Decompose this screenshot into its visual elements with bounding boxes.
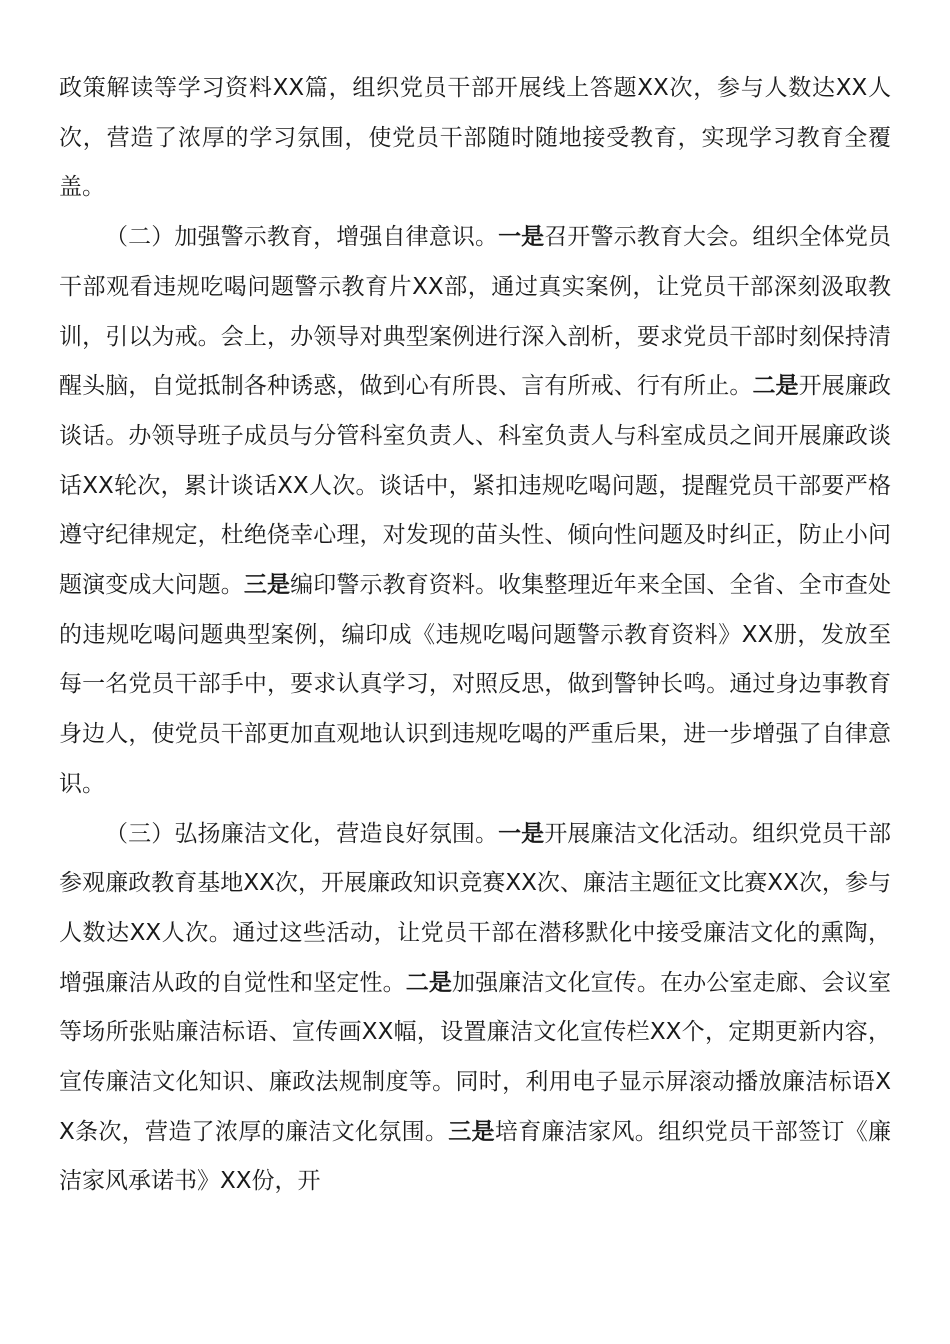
item-label-third: 三是 (448, 1118, 495, 1145)
item-text-first: 开展廉洁文化活动。组织党员干部参观廉政教育基地XX次，开展廉政知识竞赛XX次、廉洁主题征文比赛XX次，参与人数达XX人次。通过这些活动，让党员干部在潜移默化中接受廉洁文化的熏陶，增强廉洁从政的自觉性和坚定性。 (59, 820, 892, 996)
item-text-second: 开展廉政谈话。办领导班子成员与分管科室负责人、科室负责人与科室成员之间开展廉政谈话XX轮次，累计谈话XX人次。谈话中，紧扣违规吃喝问题，提醒党员干部要严格遵守纪律规定，杜绝侥幸心理，对发现的苗头性、倾向性问题及时纠正，防止小问题演变成大问题。 (59, 373, 892, 599)
paragraph-continued (59, 64, 891, 213)
section-heading: （三）弘扬廉洁文化，营造良好氛围。 (105, 820, 499, 847)
item-label-second: 二是 (752, 373, 799, 400)
item-label-third: 三是 (243, 572, 291, 599)
item-text-third: 培育廉洁家风。组织党员干部签订《廉洁家风承诺书》XX份，开 (59, 1118, 892, 1195)
item-text-second: 加强廉洁文化宣传。在办公室走廊、会议室等场所张贴廉洁标语、宣传画XX幅，设置廉洁文化宣传栏XX个，定期更新内容，宣传廉洁文化知识、廉政法规制度等。同时，利用电子显示屏滚动播放廉洁标语XX条次，营造了浓厚的廉洁文化氛围。 (59, 969, 892, 1145)
item-text-third: 编印警示教育资料。收集整理近年来全国、全省、全市查处的违规吃喝问题典型案例，编印成《违规吃喝问题警示教育资料》XX册，发放至每一名党员干部手中，要求认真学习，对照反思，做到警钟长鸣。通过身边事教育身边人，使党员干部更加直观地认识到违规吃喝的严重后果，进一步增强了自律意识。 (59, 572, 892, 797)
paragraph-integrity-culture (59, 810, 891, 1208)
item-text-first: 召开警示教育大会。组织全体党员干部观看违规吃喝问题警示教育片XX部，通过真实案例，让党员干部深刻汲取教训，引以为戒。会上，办领导对典型案例进行深入剖析，要求党员干部时刻保持清醒头脑，自觉抵制各种诱惑，做到心有所畏、言有所戒、行有所止。 (59, 224, 892, 400)
section-heading: （二）加强警示教育，增强自律意识。 (105, 224, 499, 251)
paragraph-warning-education (59, 213, 891, 809)
item-label-first: 一是 (498, 224, 545, 251)
document-body (59, 64, 891, 1207)
item-label-first: 一是 (498, 820, 545, 847)
paragraph-text: 政策解读等学习资料XX篇，组织党员干部开展线上答题XX次，参与人数达XX人次，营造了浓厚的学习氛围，使党员干部随时随地接受教育，实现学习教育全覆盖。 (59, 75, 891, 201)
item-label-second: 二是 (405, 969, 452, 996)
